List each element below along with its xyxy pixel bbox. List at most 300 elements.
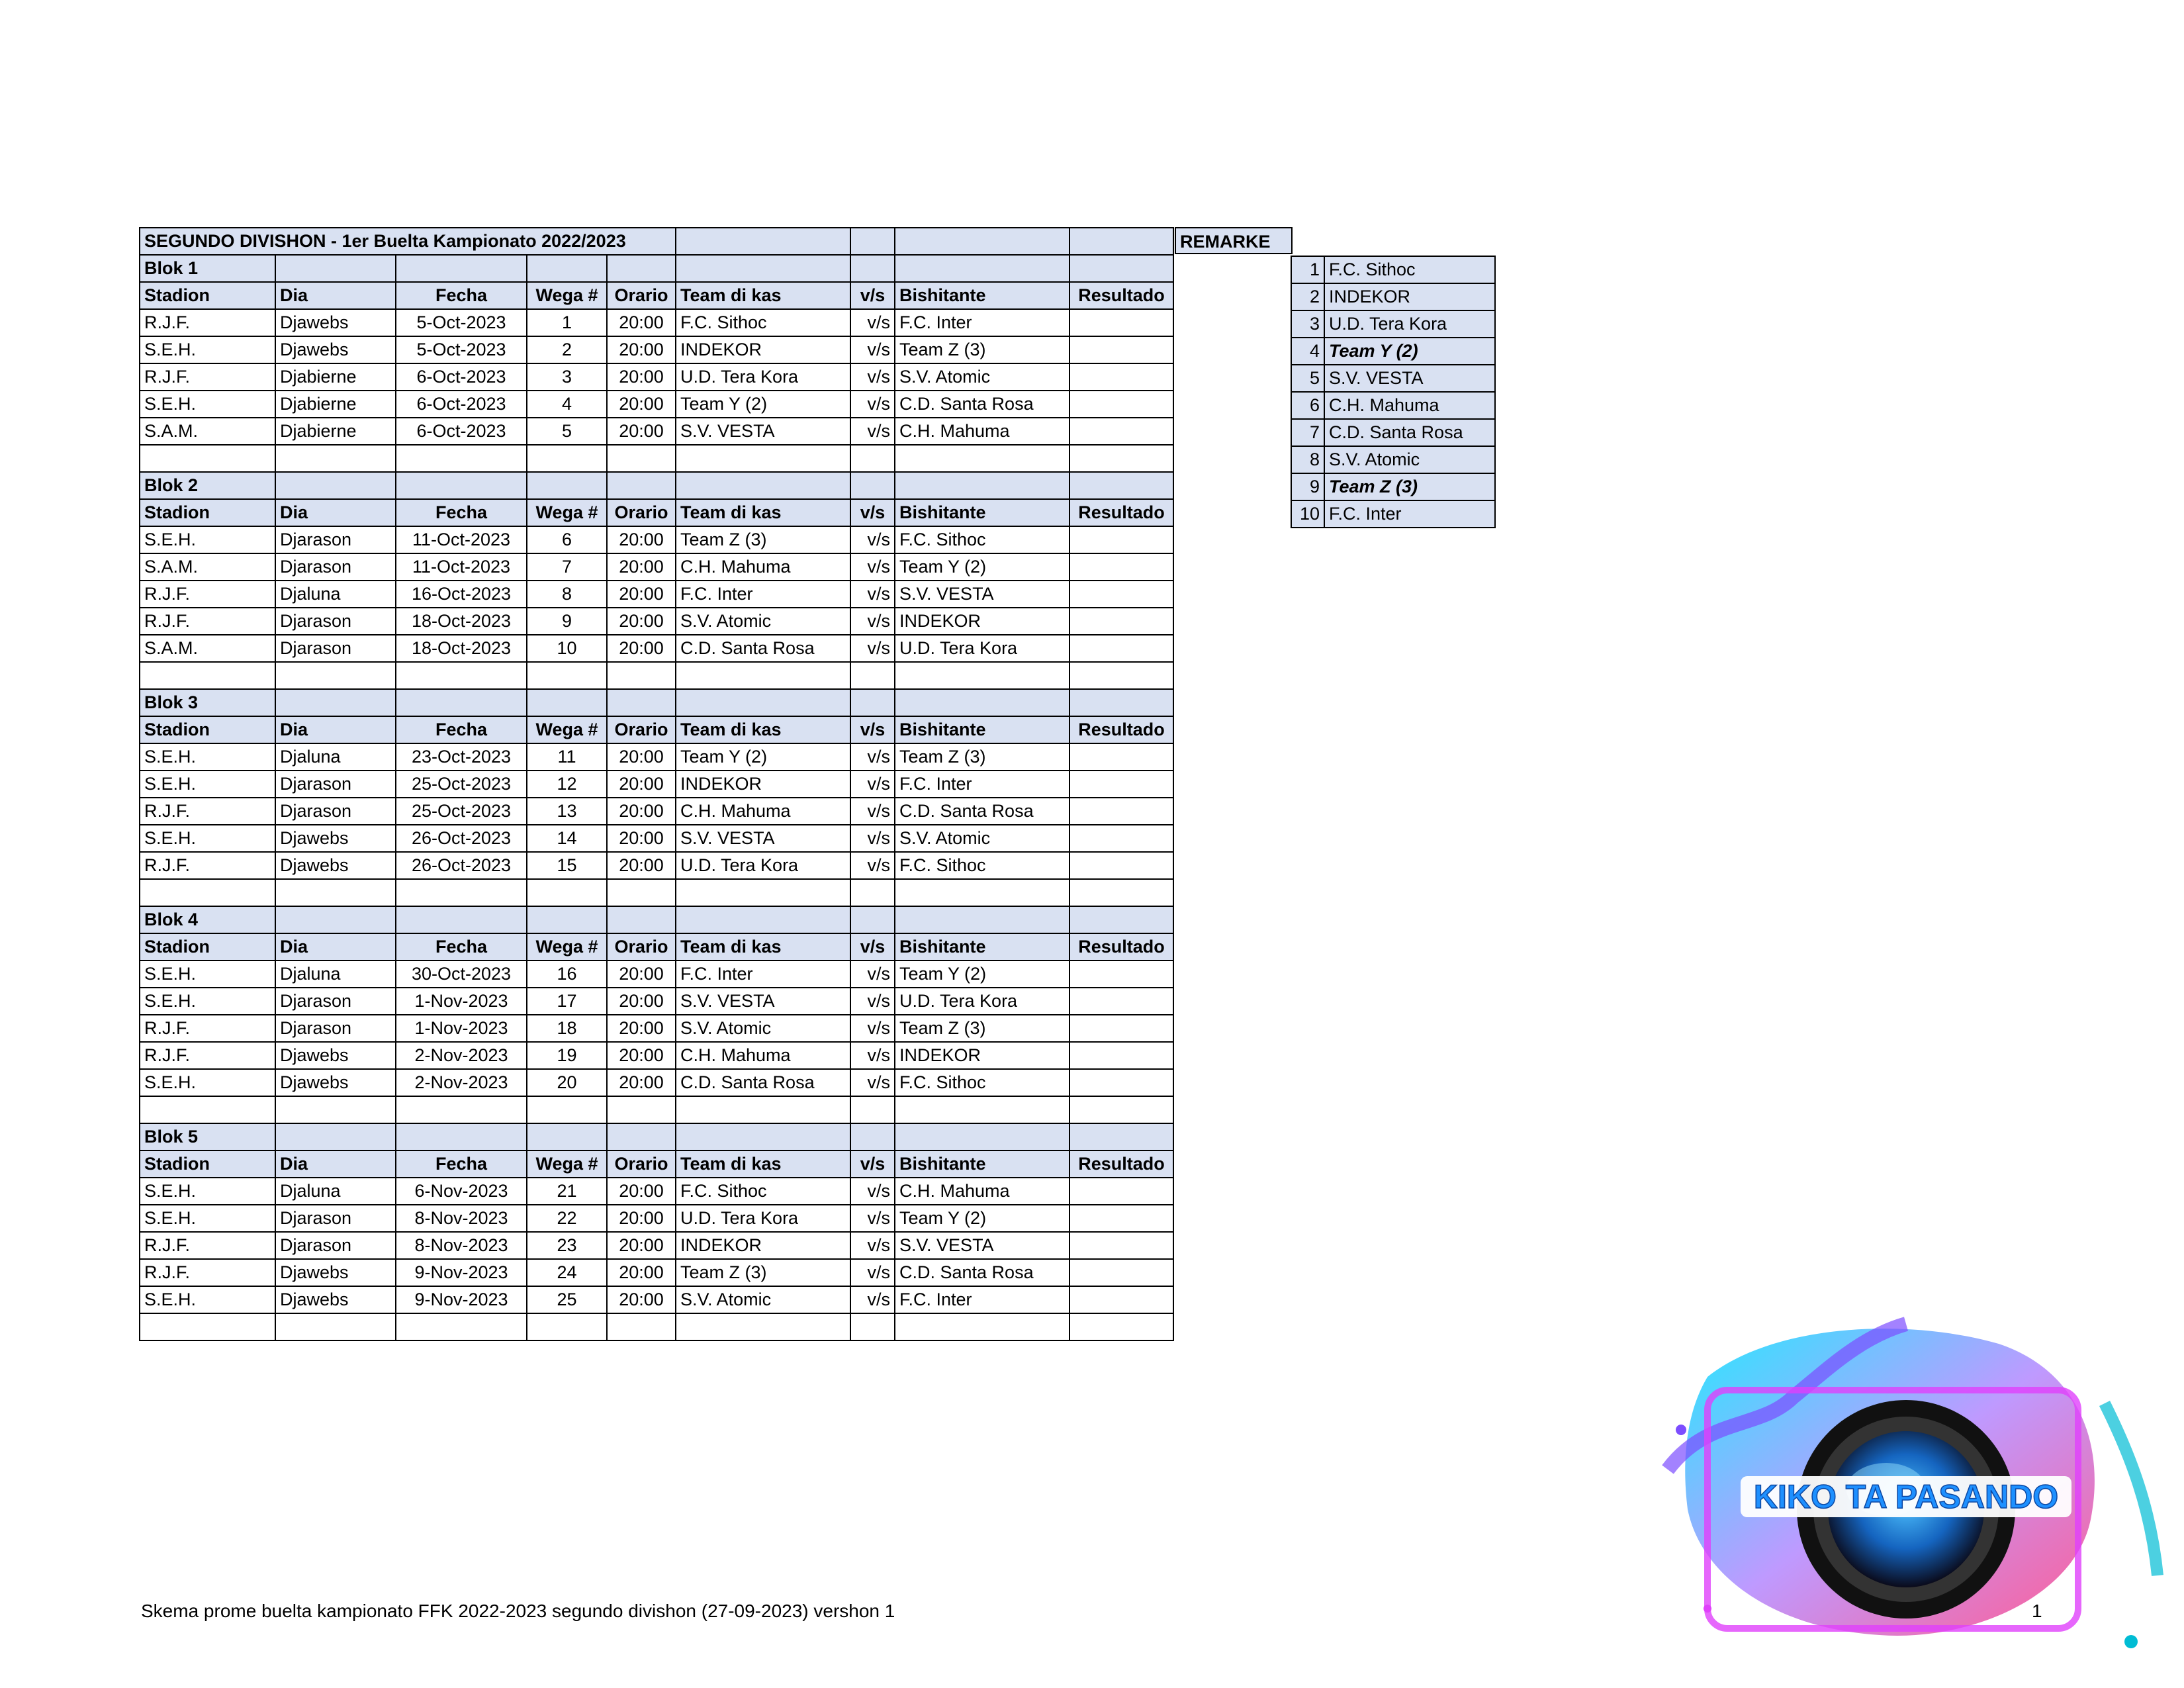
column-header: v/s xyxy=(850,499,895,526)
column-header: v/s xyxy=(850,933,895,961)
match-cell: C.H. Mahuma xyxy=(676,553,850,581)
column-header: Team di kas xyxy=(676,499,850,526)
list-item xyxy=(1291,392,1495,419)
team-number: 4 xyxy=(1291,338,1324,365)
match-cell: Djawebs xyxy=(275,1069,396,1096)
match-cell xyxy=(1069,798,1173,825)
match-cell: 5-Oct-2023 xyxy=(396,336,527,363)
empty-cell xyxy=(275,445,396,472)
column-header: Orario xyxy=(607,1150,676,1178)
match-cell: Djawebs xyxy=(275,1286,396,1313)
empty-cell xyxy=(396,445,527,472)
remark-header: REMARKE xyxy=(1175,227,1293,254)
empty-cell xyxy=(850,1313,895,1340)
match-cell: 20:00 xyxy=(607,1259,676,1286)
empty-cell xyxy=(275,662,396,689)
empty-row xyxy=(140,662,1173,689)
match-cell: Djarason xyxy=(275,635,396,662)
empty-cell xyxy=(1069,1313,1173,1340)
column-header: Dia xyxy=(275,716,396,743)
empty-cell xyxy=(396,879,527,906)
match-cell: 4 xyxy=(527,391,607,418)
table-row xyxy=(140,1232,1173,1259)
table-row xyxy=(140,526,1173,553)
match-cell: 25-Oct-2023 xyxy=(396,798,527,825)
block-label-row xyxy=(140,906,1173,933)
empty-cell xyxy=(895,1096,1069,1123)
match-cell: v/s xyxy=(850,1069,895,1096)
block-label: Blok 3 xyxy=(140,689,275,716)
schedule-table xyxy=(139,227,1174,1341)
match-cell: 20:00 xyxy=(607,798,676,825)
match-cell: 1 xyxy=(527,309,607,336)
match-cell: 10 xyxy=(527,635,607,662)
column-header: Wega # xyxy=(527,499,607,526)
match-cell xyxy=(1069,988,1173,1015)
match-cell: Djaluna xyxy=(275,743,396,771)
empty-cell xyxy=(527,445,607,472)
match-cell: Djarason xyxy=(275,988,396,1015)
match-cell: Djaluna xyxy=(275,581,396,608)
empty-cell xyxy=(850,906,895,933)
column-header: Wega # xyxy=(527,716,607,743)
match-cell: C.H. Mahuma xyxy=(676,798,850,825)
match-cell: Team Z (3) xyxy=(895,743,1069,771)
match-cell: 7 xyxy=(527,553,607,581)
match-cell: U.D. Tera Kora xyxy=(895,635,1069,662)
empty-row xyxy=(140,445,1173,472)
match-cell: Djarason xyxy=(275,553,396,581)
table-row xyxy=(140,988,1173,1015)
empty-cell xyxy=(396,689,527,716)
empty-row xyxy=(140,1096,1173,1123)
empty-cell xyxy=(275,1096,396,1123)
table-row xyxy=(140,1259,1173,1286)
column-header: Stadion xyxy=(140,282,275,309)
match-cell: v/s xyxy=(850,798,895,825)
team-name: S.V. VESTA xyxy=(1324,365,1495,392)
match-cell: 23-Oct-2023 xyxy=(396,743,527,771)
match-cell: 2-Nov-2023 xyxy=(396,1042,527,1069)
match-cell: R.J.F. xyxy=(140,581,275,608)
empty-cell xyxy=(850,1096,895,1123)
block-label: Blok 5 xyxy=(140,1123,275,1150)
empty-cell xyxy=(895,255,1069,282)
list-item xyxy=(1291,256,1495,283)
table-row xyxy=(140,1069,1173,1096)
match-cell: F.C. Inter xyxy=(676,581,850,608)
list-item xyxy=(1291,500,1495,528)
match-cell: 18-Oct-2023 xyxy=(396,635,527,662)
empty-cell xyxy=(275,906,396,933)
empty-cell xyxy=(607,1123,676,1150)
match-cell: R.J.F. xyxy=(140,852,275,879)
table-row xyxy=(140,418,1173,445)
match-cell: 20:00 xyxy=(607,553,676,581)
match-cell: 20:00 xyxy=(607,771,676,798)
empty-cell xyxy=(850,879,895,906)
match-cell: 13 xyxy=(527,798,607,825)
match-cell: 20:00 xyxy=(607,363,676,391)
match-cell: 11-Oct-2023 xyxy=(396,526,527,553)
match-cell: v/s xyxy=(850,309,895,336)
match-cell: 21 xyxy=(527,1178,607,1205)
match-cell: 20:00 xyxy=(607,825,676,852)
block-label: Blok 4 xyxy=(140,906,275,933)
match-cell: F.C. Sithoc xyxy=(676,309,850,336)
match-cell xyxy=(1069,771,1173,798)
match-cell: S.V. Atomic xyxy=(676,608,850,635)
empty-cell xyxy=(527,906,607,933)
team-name: C.D. Santa Rosa xyxy=(1324,419,1495,446)
table-row xyxy=(140,363,1173,391)
match-cell: R.J.F. xyxy=(140,363,275,391)
match-cell xyxy=(1069,418,1173,445)
empty-cell xyxy=(607,255,676,282)
table-row xyxy=(140,1286,1173,1313)
team-name: F.C. Inter xyxy=(1324,500,1495,528)
empty-cell xyxy=(140,662,275,689)
match-cell: Djawebs xyxy=(275,825,396,852)
match-cell: v/s xyxy=(850,743,895,771)
empty-cell xyxy=(895,445,1069,472)
empty-cell xyxy=(676,255,850,282)
match-cell: 9-Nov-2023 xyxy=(396,1286,527,1313)
column-header: Stadion xyxy=(140,1150,275,1178)
match-cell: F.C. Inter xyxy=(895,1286,1069,1313)
match-cell: S.V. Atomic xyxy=(895,363,1069,391)
team-name: Team Z (3) xyxy=(1324,473,1495,500)
block-label-row xyxy=(140,689,1173,716)
match-cell: Djaluna xyxy=(275,961,396,988)
match-cell: 6-Oct-2023 xyxy=(396,391,527,418)
match-cell: S.E.H. xyxy=(140,526,275,553)
match-cell: 20 xyxy=(527,1069,607,1096)
match-cell: Djabierne xyxy=(275,391,396,418)
match-cell: v/s xyxy=(850,363,895,391)
column-header: Fecha xyxy=(396,282,527,309)
match-cell xyxy=(1069,1069,1173,1096)
empty-cell xyxy=(676,472,850,499)
column-header-row xyxy=(140,933,1173,961)
column-header: Resultado xyxy=(1069,933,1173,961)
match-cell: 6-Nov-2023 xyxy=(396,1178,527,1205)
team-number: 6 xyxy=(1291,392,1324,419)
match-cell: Djarason xyxy=(275,798,396,825)
empty-cell xyxy=(895,1123,1069,1150)
match-cell: Team Z (3) xyxy=(676,526,850,553)
list-item xyxy=(1291,446,1495,473)
match-cell: 3 xyxy=(527,363,607,391)
column-header: Fecha xyxy=(396,933,527,961)
team-name: U.D. Tera Kora xyxy=(1324,310,1495,338)
match-cell: 26-Oct-2023 xyxy=(396,825,527,852)
empty-cell xyxy=(607,472,676,499)
match-cell: 20:00 xyxy=(607,581,676,608)
match-cell: Team Y (2) xyxy=(895,553,1069,581)
match-cell: 26-Oct-2023 xyxy=(396,852,527,879)
match-cell xyxy=(1069,1259,1173,1286)
empty-cell xyxy=(1069,879,1173,906)
match-cell: v/s xyxy=(850,1042,895,1069)
column-header-row xyxy=(140,499,1173,526)
column-header: Fecha xyxy=(396,499,527,526)
empty-cell xyxy=(850,445,895,472)
list-item xyxy=(1291,310,1495,338)
match-cell: Djawebs xyxy=(275,1042,396,1069)
match-cell xyxy=(1069,961,1173,988)
empty-cell xyxy=(850,255,895,282)
table-row xyxy=(140,743,1173,771)
match-cell: Djarason xyxy=(275,1205,396,1232)
match-cell: Team Y (2) xyxy=(895,961,1069,988)
match-cell: 12 xyxy=(527,771,607,798)
list-item xyxy=(1291,338,1495,365)
match-cell: C.D. Santa Rosa xyxy=(895,391,1069,418)
match-cell: S.E.H. xyxy=(140,336,275,363)
empty-cell xyxy=(275,1313,396,1340)
title-row xyxy=(140,228,1173,255)
match-cell: S.E.H. xyxy=(140,961,275,988)
match-cell: 11 xyxy=(527,743,607,771)
match-cell: Team Y (2) xyxy=(676,743,850,771)
empty-cell xyxy=(527,472,607,499)
match-cell: 11-Oct-2023 xyxy=(396,553,527,581)
match-cell: 20:00 xyxy=(607,1015,676,1042)
match-cell: 20:00 xyxy=(607,418,676,445)
match-cell: R.J.F. xyxy=(140,1042,275,1069)
empty-cell xyxy=(850,689,895,716)
empty-cell xyxy=(1069,662,1173,689)
match-cell: U.D. Tera Kora xyxy=(676,363,850,391)
match-cell: Djawebs xyxy=(275,852,396,879)
column-header: Wega # xyxy=(527,282,607,309)
match-cell: C.H. Mahuma xyxy=(676,1042,850,1069)
match-cell: v/s xyxy=(850,1205,895,1232)
match-cell: R.J.F. xyxy=(140,1015,275,1042)
team-number: 9 xyxy=(1291,473,1324,500)
match-cell: 2 xyxy=(527,336,607,363)
column-header: Team di kas xyxy=(676,282,850,309)
column-header: Orario xyxy=(607,282,676,309)
match-cell: 25-Oct-2023 xyxy=(396,771,527,798)
match-cell: v/s xyxy=(850,526,895,553)
empty-cell xyxy=(676,879,850,906)
column-header: Stadion xyxy=(140,499,275,526)
empty-cell xyxy=(1069,689,1173,716)
match-cell: Djabierne xyxy=(275,418,396,445)
team-number: 5 xyxy=(1291,365,1324,392)
team-number: 7 xyxy=(1291,419,1324,446)
match-cell: R.J.F. xyxy=(140,608,275,635)
empty-cell xyxy=(275,1123,396,1150)
match-cell: 14 xyxy=(527,825,607,852)
column-header: Bishitante xyxy=(895,716,1069,743)
match-cell: Team Y (2) xyxy=(676,391,850,418)
column-header: Orario xyxy=(607,499,676,526)
match-cell: S.V. Atomic xyxy=(676,1015,850,1042)
block-label-row xyxy=(140,1123,1173,1150)
match-cell: Team Z (3) xyxy=(895,1015,1069,1042)
empty-cell xyxy=(676,662,850,689)
team-number: 1 xyxy=(1291,256,1324,283)
match-cell: C.D. Santa Rosa xyxy=(676,635,850,662)
match-cell: S.E.H. xyxy=(140,1205,275,1232)
empty-cell xyxy=(676,1096,850,1123)
column-header: Wega # xyxy=(527,933,607,961)
empty-cell xyxy=(140,879,275,906)
column-header: Fecha xyxy=(396,716,527,743)
empty-cell xyxy=(850,228,895,255)
match-cell: 9 xyxy=(527,608,607,635)
empty-cell xyxy=(1069,1123,1173,1150)
column-header: Fecha xyxy=(396,1150,527,1178)
column-header: v/s xyxy=(850,282,895,309)
empty-cell xyxy=(275,879,396,906)
empty-cell xyxy=(1069,1096,1173,1123)
column-header: Stadion xyxy=(140,716,275,743)
empty-cell xyxy=(1069,445,1173,472)
match-cell: 1-Nov-2023 xyxy=(396,988,527,1015)
block-label-row xyxy=(140,255,1173,282)
match-cell: v/s xyxy=(850,581,895,608)
column-header: Wega # xyxy=(527,1150,607,1178)
match-cell: v/s xyxy=(850,988,895,1015)
match-cell: 20:00 xyxy=(607,1042,676,1069)
team-number: 8 xyxy=(1291,446,1324,473)
table-row xyxy=(140,852,1173,879)
match-cell: S.V. VESTA xyxy=(676,418,850,445)
empty-row xyxy=(140,1313,1173,1340)
team-list-table xyxy=(1291,256,1496,528)
column-header: Bishitante xyxy=(895,1150,1069,1178)
column-header: Dia xyxy=(275,282,396,309)
match-cell xyxy=(1069,635,1173,662)
match-cell: 19 xyxy=(527,1042,607,1069)
match-cell: 9-Nov-2023 xyxy=(396,1259,527,1286)
page-number: 1 xyxy=(2032,1601,2042,1621)
empty-cell xyxy=(396,662,527,689)
column-header: Resultado xyxy=(1069,499,1173,526)
match-cell: 20:00 xyxy=(607,852,676,879)
match-cell: 24 xyxy=(527,1259,607,1286)
match-cell xyxy=(1069,336,1173,363)
page-title: SEGUNDO DIVISHON - 1er Buelta Kampionato 2022/2023 xyxy=(140,228,676,255)
match-cell: R.J.F. xyxy=(140,309,275,336)
kiko-ta-pasando-logo xyxy=(1628,1297,2184,1681)
match-cell: S.V. Atomic xyxy=(895,825,1069,852)
empty-cell xyxy=(396,1313,527,1340)
match-cell: U.D. Tera Kora xyxy=(676,1205,850,1232)
table-row xyxy=(140,553,1173,581)
match-cell: S.E.H. xyxy=(140,1069,275,1096)
table-row xyxy=(140,1205,1173,1232)
empty-cell xyxy=(676,445,850,472)
match-cell: v/s xyxy=(850,1286,895,1313)
column-header: Resultado xyxy=(1069,1150,1173,1178)
empty-cell xyxy=(607,689,676,716)
empty-cell xyxy=(895,228,1069,255)
match-cell xyxy=(1069,1232,1173,1259)
empty-cell xyxy=(895,662,1069,689)
empty-cell xyxy=(676,906,850,933)
footer-text: Skema prome buelta kampionato FFK 2022-2023 segundo divishon (27-09-2023) vershon 1 xyxy=(141,1601,895,1621)
match-cell: 6 xyxy=(527,526,607,553)
empty-cell xyxy=(850,472,895,499)
match-cell: v/s xyxy=(850,1259,895,1286)
match-cell xyxy=(1069,526,1173,553)
match-cell: Djawebs xyxy=(275,1259,396,1286)
match-cell: C.H. Mahuma xyxy=(895,1178,1069,1205)
match-cell: Djarason xyxy=(275,608,396,635)
match-cell: S.E.H. xyxy=(140,1286,275,1313)
table-row xyxy=(140,798,1173,825)
match-cell: Djarason xyxy=(275,771,396,798)
column-header: Dia xyxy=(275,933,396,961)
team-name: C.H. Mahuma xyxy=(1324,392,1495,419)
column-header-row xyxy=(140,716,1173,743)
match-cell: C.D. Santa Rosa xyxy=(895,798,1069,825)
match-cell: Djaluna xyxy=(275,1178,396,1205)
list-item xyxy=(1291,365,1495,392)
match-cell xyxy=(1069,363,1173,391)
team-number: 10 xyxy=(1291,500,1324,528)
match-cell: INDEKOR xyxy=(895,1042,1069,1069)
table-row xyxy=(140,391,1173,418)
empty-cell xyxy=(527,689,607,716)
match-cell: 16 xyxy=(527,961,607,988)
block-label: Blok 2 xyxy=(140,472,275,499)
list-item xyxy=(1291,419,1495,446)
empty-cell xyxy=(275,689,396,716)
match-cell xyxy=(1069,553,1173,581)
match-cell xyxy=(1069,743,1173,771)
column-header: Resultado xyxy=(1069,716,1173,743)
list-item xyxy=(1291,473,1495,500)
match-cell: Djarason xyxy=(275,526,396,553)
empty-cell xyxy=(527,879,607,906)
empty-cell xyxy=(1069,255,1173,282)
match-cell: F.C. Inter xyxy=(676,961,850,988)
match-cell: 18 xyxy=(527,1015,607,1042)
match-cell: U.D. Tera Kora xyxy=(676,852,850,879)
match-cell: R.J.F. xyxy=(140,1232,275,1259)
match-cell: F.C. Sithoc xyxy=(895,852,1069,879)
block-label: Blok 1 xyxy=(140,255,275,282)
match-cell: 6-Oct-2023 xyxy=(396,418,527,445)
match-cell: 1-Nov-2023 xyxy=(396,1015,527,1042)
column-header-row xyxy=(140,282,1173,309)
match-cell: 20:00 xyxy=(607,391,676,418)
match-cell: 20:00 xyxy=(607,1286,676,1313)
match-cell: v/s xyxy=(850,825,895,852)
match-cell: C.D. Santa Rosa xyxy=(895,1259,1069,1286)
team-name: S.V. Atomic xyxy=(1324,446,1495,473)
match-cell: INDEKOR xyxy=(676,1232,850,1259)
match-cell: 20:00 xyxy=(607,526,676,553)
team-name: F.C. Sithoc xyxy=(1324,256,1495,283)
match-cell: INDEKOR xyxy=(676,336,850,363)
match-cell: S.E.H. xyxy=(140,825,275,852)
match-cell xyxy=(1069,1042,1173,1069)
empty-cell xyxy=(527,1123,607,1150)
match-cell: S.E.H. xyxy=(140,988,275,1015)
column-header: v/s xyxy=(850,1150,895,1178)
match-cell: 5 xyxy=(527,418,607,445)
column-header: Bishitante xyxy=(895,282,1069,309)
match-cell: 20:00 xyxy=(607,988,676,1015)
empty-cell xyxy=(607,445,676,472)
